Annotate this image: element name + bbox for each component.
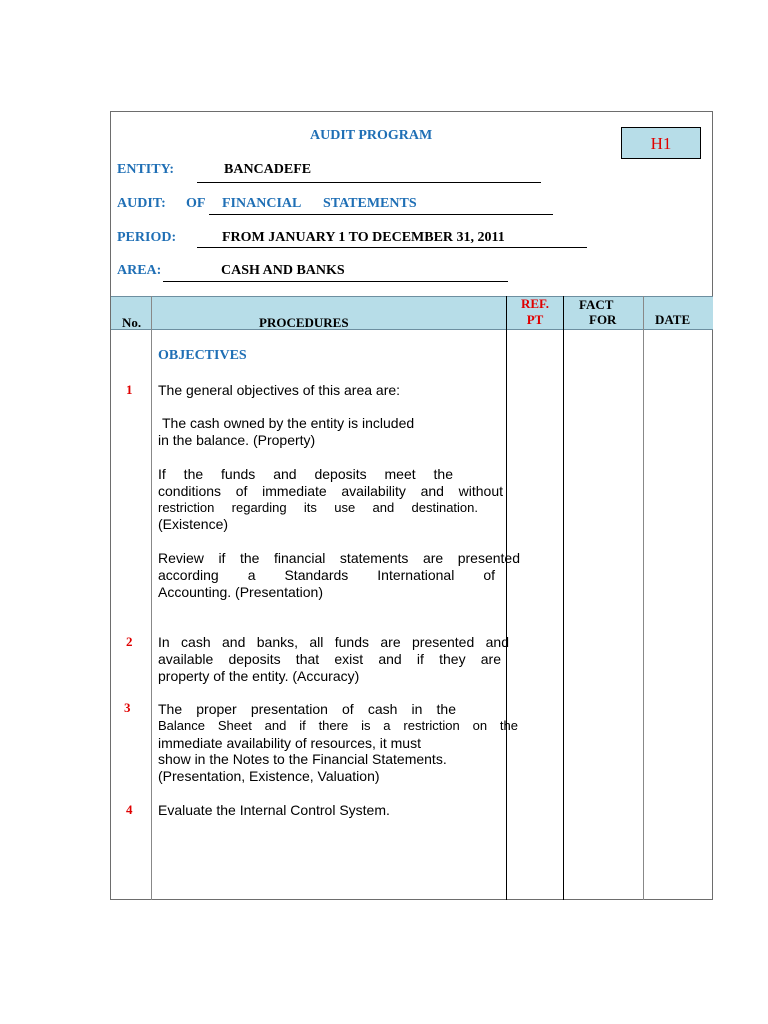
item1-p3-line3: Accounting. (Presentation) [158,584,323,600]
period-value: FROM JANUARY 1 TO DECEMBER 31, 2011 [222,230,505,245]
col-header-no: No. [122,315,142,330]
audit-value-statements: STATEMENTS [323,196,417,211]
col-divider-procedures [506,296,507,900]
col-divider-fact [643,296,644,900]
item1-intro: The general objectives of this area are: [158,382,401,398]
area-value: CASH AND BANKS [221,263,345,278]
audit-label: AUDIT: [117,196,166,211]
area-underline [163,281,508,282]
col-divider-ref [563,296,564,900]
audit-value-financial: FINANCIAL [222,196,302,211]
item1-p2-line1: If the funds and deposits meet the [158,466,453,482]
item-number-2: 2 [126,634,133,649]
period-underline [197,247,587,248]
col-header-fact: FACT [579,297,614,312]
objectives-heading: OBJECTIVES [158,348,247,363]
item-number-4: 4 [126,802,133,817]
item3-line2: Balance Sheet and if there is a restriction on the [158,718,518,733]
item2-line2: available deposits that exist and if they are [158,651,501,667]
item1-p1-line2: in the balance. (Property) [158,432,316,448]
page-title: AUDIT PROGRAM [310,128,433,143]
item1-p3-line1: Review if the financial statements are presented [158,550,520,566]
entity-label: ENTITY: [117,162,175,177]
code-box [621,127,701,159]
table-header-row [111,296,713,330]
item3-line3: immediate availability of resources, it must [158,735,421,751]
entity-underline [197,182,541,183]
item1-p1-line1: The cash owned by the entity is included [162,415,415,431]
item4-line1: Evaluate the Internal Control System. [158,802,390,818]
period-label: PERIOD: [117,230,177,245]
col-header-procedures: PROCEDURES [259,315,349,330]
col-header-pt: PT [526,312,544,327]
audit-underline [209,214,553,215]
area-label: AREA: [117,263,162,278]
col-header-date: DATE [655,312,691,327]
item2-line1: In cash and banks, all funds are presented and [158,634,509,650]
item-number-1: 1 [126,382,133,397]
entity-value: BANCADEFE [224,162,312,177]
col-divider-no [151,296,152,900]
item3-line1: The proper presentation of cash in the [158,701,456,717]
item3-line5: (Presentation, Existence, Valuation) [158,768,380,784]
item1-p3-line2: according a Standards International of [158,567,495,583]
code-label: H1 [650,134,672,153]
audit-of-label: OF [186,196,206,211]
col-header-for: FOR [589,312,617,327]
item-number-3: 3 [124,700,131,715]
item1-p2-line2: conditions of immediate availability and without [158,483,503,499]
item1-p2-line4: (Existence) [158,516,229,532]
col-header-ref: REF. [520,296,550,311]
item1-p2-line3: restriction regarding its use and destination. [158,500,478,515]
item2-line3: property of the entity. (Accuracy) [158,668,360,684]
item3-line4: show in the Notes to the Financial Statements. [158,751,447,767]
